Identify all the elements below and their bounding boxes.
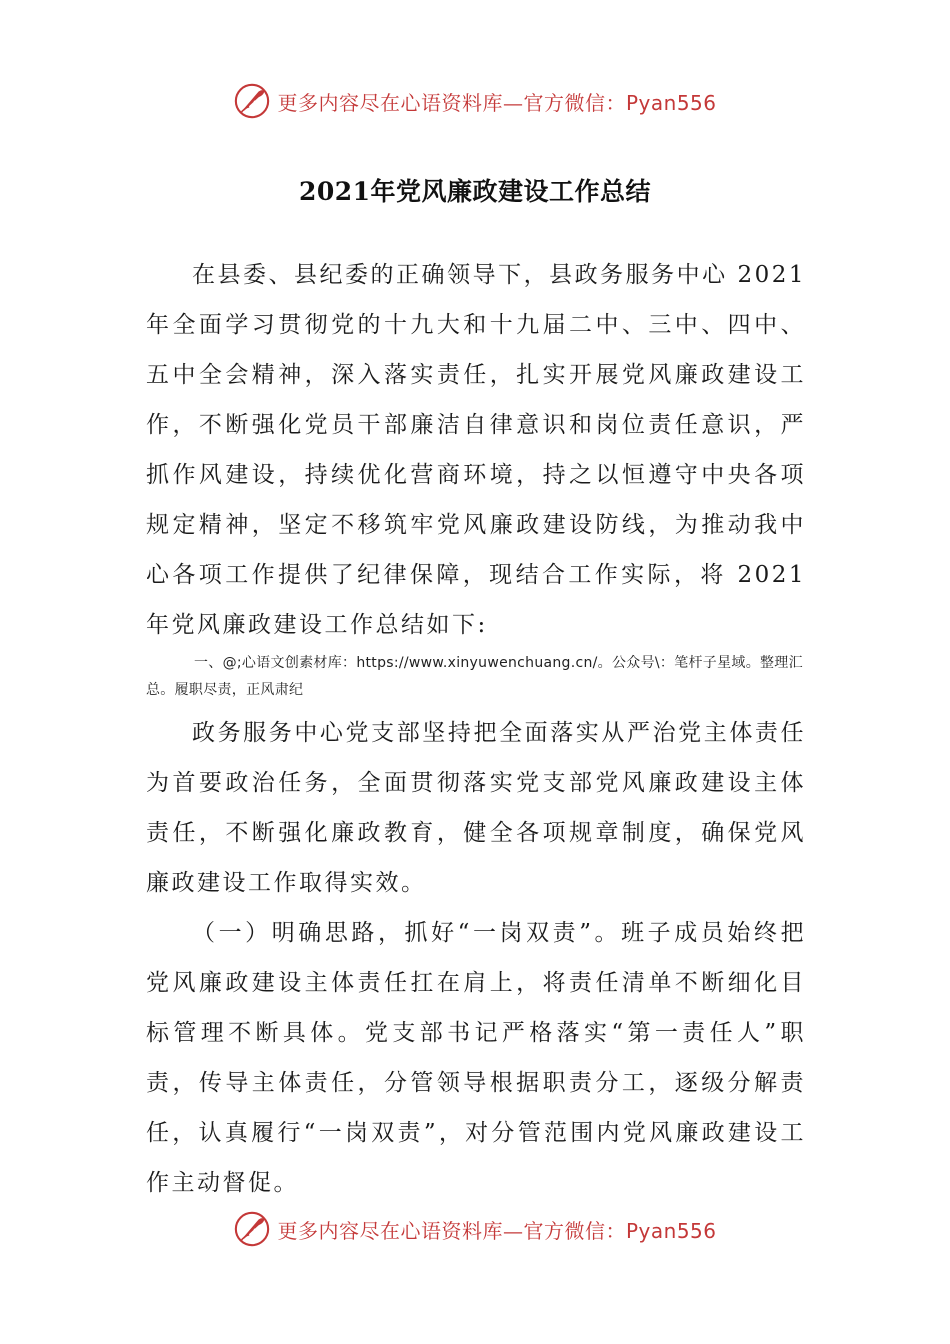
body-paragraph: （一）明确思路，抓好“一岗双责”。班子成员始终把党风廉政建设主体责任扛在肩上，将责任清单不断细化目标管理不断具体。党支部书记严格落实“第一责任人”职责，传导主体责任，分管领导根据职责分工，逐级分解责任，认真履行“一岗双责”，对分管范围内党风廉政建设工作主动督促。 [146, 920, 806, 1196]
banner-wechat-id: Pyan556 [625, 90, 717, 115]
quill-pen-logo-icon [233, 82, 271, 120]
banner-text: 更多内容尽在心语资料库—官方微信：Pyan556 [277, 90, 717, 115]
banner-text: 更多内容尽在心语资料库—官方微信：Pyan556 [277, 1218, 717, 1243]
intro-paragraph: 在县委、县纪委的正确领导下，县政务服务中心 2021 年全面学习贯彻党的十九大和十九届二中、三中、四中、五中全会精神，深入落实责任，扎实开展党风廉政建设工作，不断强化党员干部廉洁自律意识和岗位责任意识，严抓作风建设，持续优化营商环境，持之以恒遵守中央各项规定精神，坚定不移筑牢党风廉政建设防线，为推动我中心各项工作提供了纪律保障，现结合工作实际，将 2021 年党风廉政建设工作总结如下: [146, 262, 806, 638]
banner-wechat-id: Pyan556 [625, 1218, 717, 1243]
header-watermark-banner [0, 78, 950, 124]
footer-watermark-banner [0, 1206, 950, 1252]
quill-pen-logo-icon [233, 1210, 271, 1248]
body-paragraph: 政务服务中心党支部坚持把全面落实从严治党主体责任为首要政治任务，全面贯彻落实党支部党风廉政建设主体责任，不断强化廉政教育，健全各项规章制度，确保党风廉政建设工作取得实效。 [146, 720, 806, 896]
section-heading-small: 一、@;心语文创素材库：https://www.xinyuwenchuang.cn/。公众号\：笔杆子星域。整理汇总。履职尽责，正风肃纪 [146, 655, 803, 698]
document-title: 2021年党风廉政建设工作总结 [298, 177, 652, 206]
document-body [146, 250, 806, 1208]
